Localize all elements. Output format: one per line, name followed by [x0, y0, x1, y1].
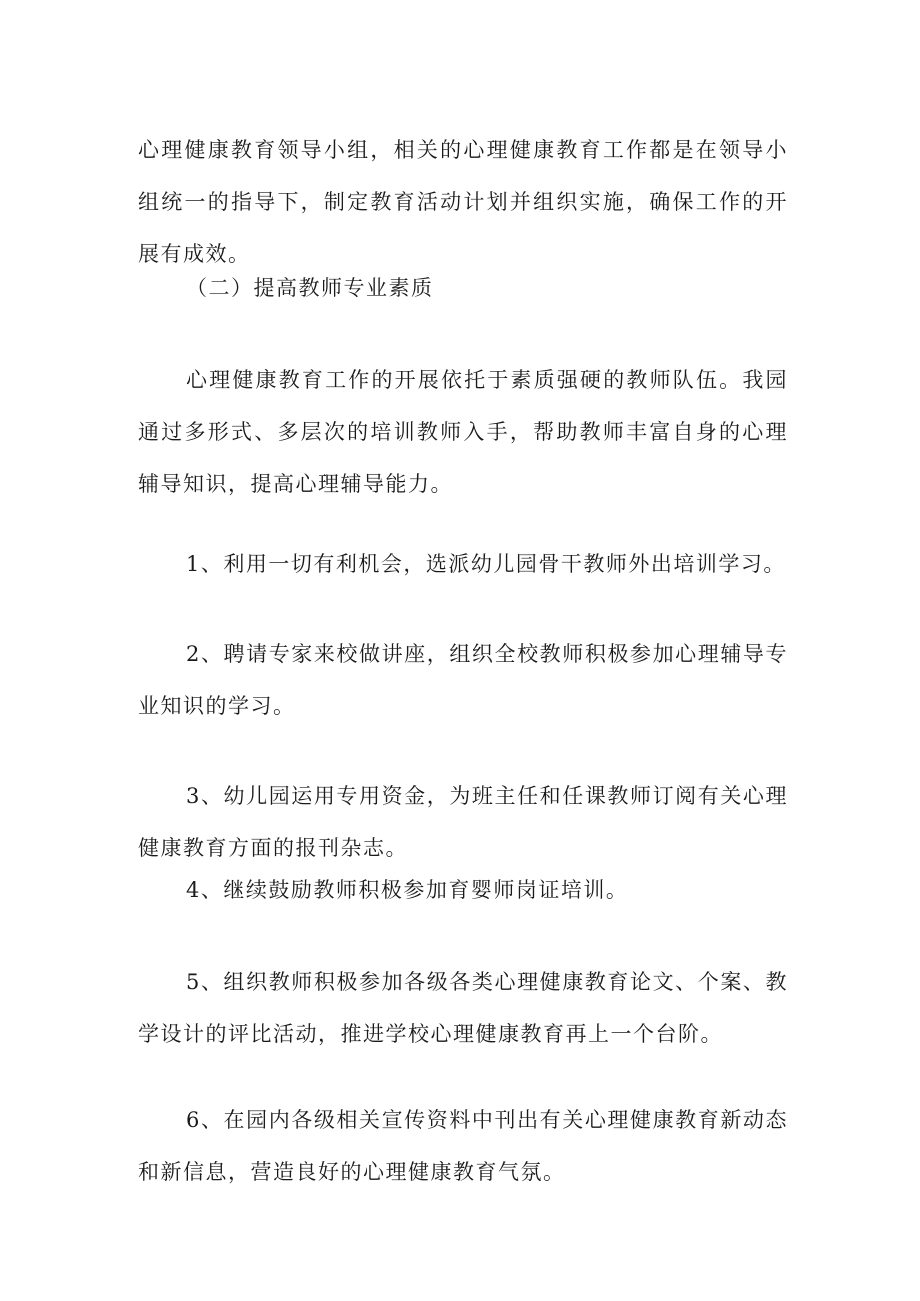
list-item-2: 2、聘请专家来校做讲座，组织全校教师积极参加心理辅导专业知识的学习。	[138, 642, 788, 718]
list-item-4: 4、继续鼓励教师积极参加育婴师岗证培训。	[186, 878, 629, 902]
list-item-5: 5、组织教师积极参加各级各类心理健康教育论文、个案、教学设计的评比活动，推进学校心理健康教育再上一个台阶。	[138, 970, 788, 1046]
section-heading-teacher-quality: （二）提高教师专业素质	[186, 276, 434, 300]
list-item-3: 3、幼儿园运用专用资金，为班主任和任课教师订阅有关心理健康教育方面的报刊杂志。	[138, 784, 788, 860]
list-item-6: 6、在园内各级相关宣传资料中刊出有关心理健康教育新动态和新信息，营造良好的心理健康教育气氛。	[138, 1108, 788, 1184]
paragraph-teacher-team: 心理健康教育工作的开展依托于素质强硬的教师队伍。我园通过多形式、多层次的培训教师入手，帮助教师丰富自身的心理辅导知识，提高心理辅导能力。	[138, 368, 788, 496]
paragraph-leadership-group: 心理健康教育领导小组，相关的心理健康教育工作都是在领导小组统一的指导下，制定教育活动计划并组织实施，确保工作的开展有成效。	[138, 138, 788, 266]
list-item-1: 1、利用一切有利机会，选派幼儿园骨干教师外出培训学习。	[186, 552, 786, 576]
